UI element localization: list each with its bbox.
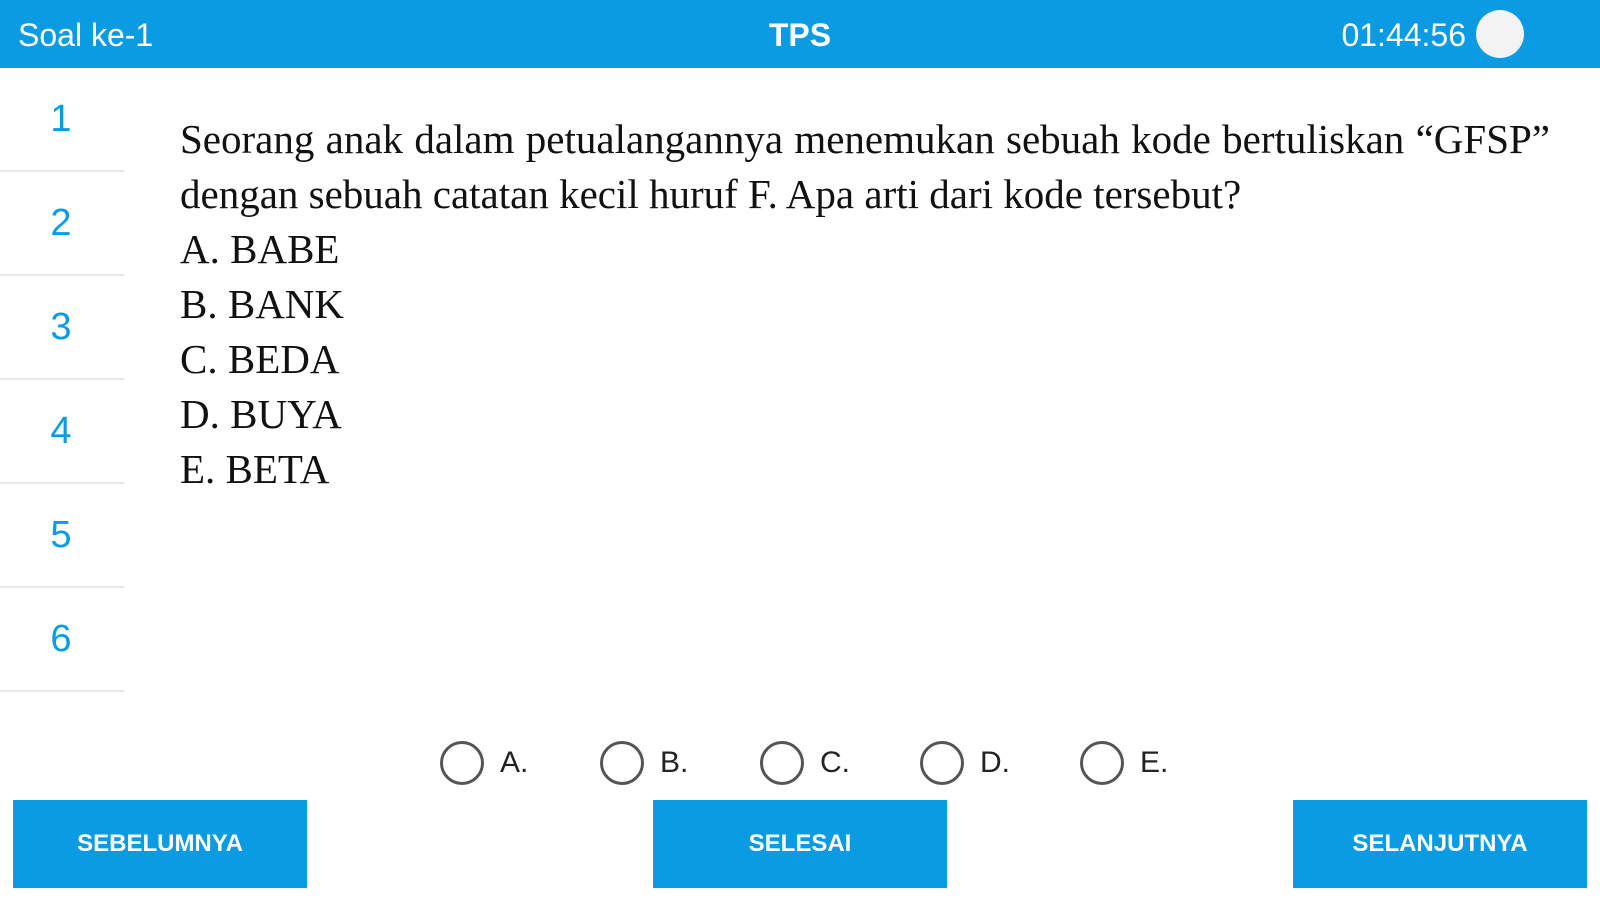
question-nav-number: 1 — [50, 97, 72, 140]
question-nav-item-1[interactable] — [0, 68, 124, 172]
question-nav-number: 2 — [50, 201, 72, 244]
question-nav-number: 6 — [50, 617, 72, 660]
section-title: TPS — [768, 17, 832, 53]
question-nav-item-3[interactable] — [0, 276, 124, 380]
option-d-text: D. BUYA — [180, 391, 342, 437]
radio-button-e[interactable] — [1080, 741, 1124, 785]
question-nav-item-4[interactable] — [0, 380, 124, 484]
answer-option-b[interactable] — [600, 741, 760, 785]
question-nav-number: 4 — [50, 409, 72, 452]
answer-label-a: A. — [500, 746, 529, 779]
finish-button[interactable]: SELESAI — [653, 800, 947, 888]
question-text: Seorang anak dalam petualangannya menemukan sebuah kode bertuliskan “GFSP” dengan sebuah catatan kecil huruf F. Apa arti dari kode tersebut? — [180, 116, 1550, 217]
option-c-text: C. BEDA — [180, 336, 340, 382]
question-nav-number: 5 — [50, 513, 72, 556]
answer-label-b: B. — [660, 746, 689, 779]
answer-label-e: E. — [1140, 746, 1169, 779]
answer-option-c[interactable] — [760, 741, 920, 785]
question-navigation-list — [0, 68, 124, 692]
option-b-text: B. BANK — [180, 281, 345, 327]
question-panel — [180, 112, 1550, 497]
previous-button[interactable]: SEBELUMNYA — [13, 800, 307, 888]
question-nav-item-2[interactable] — [0, 172, 124, 276]
answer-option-d[interactable] — [920, 741, 1080, 785]
answer-option-a[interactable] — [440, 741, 600, 785]
next-button[interactable]: SELANJUTNYA — [1293, 800, 1587, 888]
answer-label-c: C. — [820, 746, 850, 779]
radio-button-b[interactable] — [600, 741, 644, 785]
option-e-text: E. BETA — [180, 446, 330, 492]
question-nav-item-6[interactable] — [0, 588, 124, 692]
question-counter: Soal ke-1 — [18, 17, 154, 53]
countdown-timer: 01:44:56 — [1341, 17, 1466, 53]
top-bar — [0, 0, 1600, 68]
radio-button-c[interactable] — [760, 741, 804, 785]
status-indicator-icon — [1476, 10, 1524, 58]
answer-label-d: D. — [980, 746, 1010, 779]
radio-button-d[interactable] — [920, 741, 964, 785]
option-a-text: A. BABE — [180, 226, 340, 272]
question-nav-number: 3 — [50, 305, 72, 348]
answer-radio-group — [440, 738, 1240, 788]
answer-option-e[interactable] — [1080, 741, 1240, 785]
question-nav-item-5[interactable] — [0, 484, 124, 588]
radio-button-a[interactable] — [440, 741, 484, 785]
